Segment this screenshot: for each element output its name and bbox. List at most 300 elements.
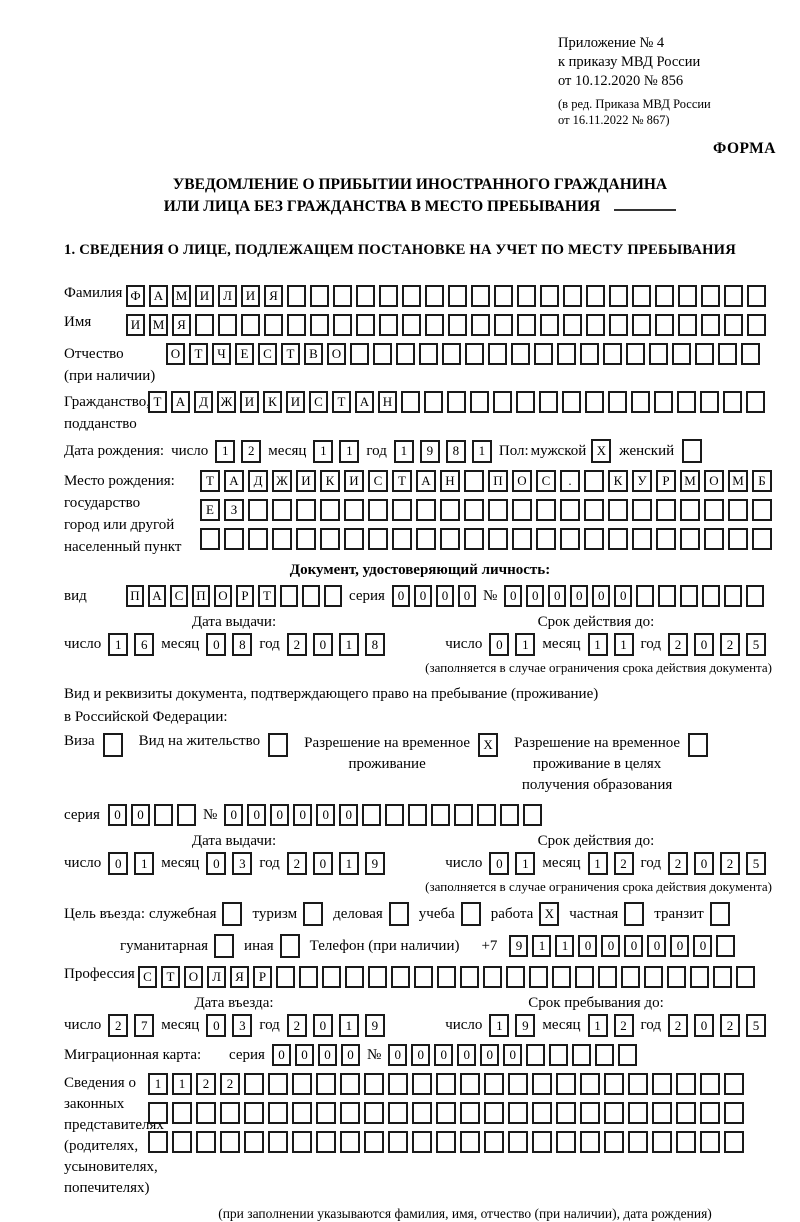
char-cell[interactable]: [447, 391, 466, 413]
char-cell[interactable]: 0: [392, 585, 410, 607]
char-cell[interactable]: [460, 1131, 480, 1153]
char-cell[interactable]: [631, 391, 650, 413]
char-cell[interactable]: [536, 528, 556, 550]
char-cell[interactable]: 0: [318, 1044, 337, 1066]
char-cell[interactable]: [500, 804, 519, 826]
char-cell[interactable]: [609, 285, 628, 307]
char-cell[interactable]: [388, 1131, 408, 1153]
char-cell[interactable]: 0: [316, 804, 335, 826]
char-cell[interactable]: [488, 343, 507, 365]
char-cell[interactable]: 1: [148, 1073, 168, 1095]
char-cell[interactable]: [412, 1073, 432, 1095]
checkbox-cell[interactable]: X: [539, 902, 559, 926]
char-cell[interactable]: М: [149, 314, 168, 336]
char-cell[interactable]: [672, 343, 691, 365]
char-cell[interactable]: [608, 528, 628, 550]
char-cell[interactable]: М: [680, 470, 700, 492]
char-cell[interactable]: [677, 391, 696, 413]
char-cell[interactable]: [419, 343, 438, 365]
char-cell[interactable]: Р: [253, 966, 272, 988]
char-cell[interactable]: [724, 285, 743, 307]
char-cell[interactable]: 1: [215, 440, 235, 463]
checkbox-cell[interactable]: [280, 934, 300, 958]
char-cell[interactable]: [448, 314, 467, 336]
char-cell[interactable]: Л: [207, 966, 226, 988]
char-cell[interactable]: [652, 1102, 672, 1124]
char-cell[interactable]: 2: [720, 852, 740, 875]
checkbox-cell[interactable]: [268, 733, 288, 757]
char-cell[interactable]: Л: [218, 285, 237, 307]
char-cell[interactable]: [658, 585, 676, 607]
char-cell[interactable]: С: [170, 585, 188, 607]
char-cell[interactable]: Ч: [212, 343, 231, 365]
char-cell[interactable]: 2: [668, 633, 688, 656]
char-cell[interactable]: [552, 966, 571, 988]
checkbox-cell[interactable]: [710, 902, 730, 926]
char-cell[interactable]: [195, 314, 214, 336]
char-cell[interactable]: 0: [206, 852, 226, 875]
char-cell[interactable]: 0: [457, 1044, 476, 1066]
char-cell[interactable]: 0: [548, 585, 566, 607]
char-cell[interactable]: С: [368, 470, 388, 492]
char-cell[interactable]: 0: [108, 852, 128, 875]
char-cell[interactable]: [586, 314, 605, 336]
char-cell[interactable]: [549, 1044, 568, 1066]
char-cell[interactable]: 0: [388, 1044, 407, 1066]
char-cell[interactable]: Ж: [272, 470, 292, 492]
char-cell[interactable]: Е: [200, 499, 220, 521]
char-cell[interactable]: 1: [339, 633, 359, 656]
char-cell[interactable]: [333, 285, 352, 307]
char-cell[interactable]: 2: [108, 1014, 128, 1037]
char-cell[interactable]: 1: [515, 852, 535, 875]
char-cell[interactable]: С: [309, 391, 328, 413]
char-cell[interactable]: [560, 528, 580, 550]
char-cell[interactable]: [364, 1102, 384, 1124]
char-cell[interactable]: А: [224, 470, 244, 492]
char-cell[interactable]: 2: [220, 1073, 240, 1095]
char-cell[interactable]: [196, 1131, 216, 1153]
char-cell[interactable]: 1: [394, 440, 414, 463]
char-cell[interactable]: 0: [436, 585, 454, 607]
char-cell[interactable]: 8: [446, 440, 466, 463]
char-cell[interactable]: П: [488, 470, 508, 492]
char-cell[interactable]: [392, 528, 412, 550]
checkbox-cell[interactable]: [103, 733, 123, 757]
char-cell[interactable]: 1: [515, 633, 535, 656]
char-cell[interactable]: 0: [526, 585, 544, 607]
char-cell[interactable]: [656, 528, 676, 550]
char-cell[interactable]: 0: [131, 804, 150, 826]
char-cell[interactable]: 2: [287, 633, 307, 656]
char-cell[interactable]: О: [512, 470, 532, 492]
char-cell[interactable]: 1: [588, 1014, 608, 1037]
char-cell[interactable]: [704, 528, 724, 550]
char-cell[interactable]: О: [327, 343, 346, 365]
char-cell[interactable]: [322, 966, 341, 988]
char-cell[interactable]: [516, 391, 535, 413]
char-cell[interactable]: [292, 1131, 312, 1153]
char-cell[interactable]: [716, 935, 735, 957]
char-cell[interactable]: [649, 343, 668, 365]
char-cell[interactable]: [523, 804, 542, 826]
char-cell[interactable]: [512, 499, 532, 521]
char-cell[interactable]: 0: [693, 935, 712, 957]
char-cell[interactable]: [320, 499, 340, 521]
char-cell[interactable]: [656, 499, 676, 521]
char-cell[interactable]: 1: [532, 935, 551, 957]
char-cell[interactable]: [172, 1102, 192, 1124]
char-cell[interactable]: [585, 391, 604, 413]
char-cell[interactable]: [539, 391, 558, 413]
char-cell[interactable]: 5: [746, 1014, 766, 1037]
char-cell[interactable]: [364, 1131, 384, 1153]
char-cell[interactable]: 8: [365, 633, 385, 656]
char-cell[interactable]: [292, 1102, 312, 1124]
char-cell[interactable]: [652, 1131, 672, 1153]
char-cell[interactable]: [454, 804, 473, 826]
char-cell[interactable]: [364, 1073, 384, 1095]
char-cell[interactable]: [324, 585, 342, 607]
char-cell[interactable]: [604, 1102, 624, 1124]
char-cell[interactable]: [704, 499, 724, 521]
char-cell[interactable]: [388, 1102, 408, 1124]
char-cell[interactable]: [632, 499, 652, 521]
char-cell[interactable]: Т: [148, 391, 167, 413]
char-cell[interactable]: [580, 1102, 600, 1124]
char-cell[interactable]: [276, 966, 295, 988]
char-cell[interactable]: [465, 343, 484, 365]
char-cell[interactable]: [350, 343, 369, 365]
char-cell[interactable]: 5: [746, 852, 766, 875]
char-cell[interactable]: [556, 1102, 576, 1124]
char-cell[interactable]: [654, 391, 673, 413]
char-cell[interactable]: [388, 1073, 408, 1095]
char-cell[interactable]: К: [608, 470, 628, 492]
char-cell[interactable]: [701, 285, 720, 307]
char-cell[interactable]: [471, 285, 490, 307]
char-cell[interactable]: [292, 1073, 312, 1095]
char-cell[interactable]: [700, 1102, 720, 1124]
char-cell[interactable]: 0: [270, 804, 289, 826]
char-cell[interactable]: О: [166, 343, 185, 365]
char-cell[interactable]: [148, 1131, 168, 1153]
char-cell[interactable]: 0: [614, 585, 632, 607]
char-cell[interactable]: А: [416, 470, 436, 492]
char-cell[interactable]: [494, 314, 513, 336]
char-cell[interactable]: 0: [624, 935, 643, 957]
char-cell[interactable]: [402, 285, 421, 307]
char-cell[interactable]: 6: [134, 633, 154, 656]
char-cell[interactable]: [536, 499, 556, 521]
char-cell[interactable]: [385, 804, 404, 826]
char-cell[interactable]: 2: [614, 852, 634, 875]
char-cell[interactable]: [437, 966, 456, 988]
char-cell[interactable]: [310, 285, 329, 307]
char-cell[interactable]: [680, 499, 700, 521]
char-cell[interactable]: [628, 1073, 648, 1095]
char-cell[interactable]: [626, 343, 645, 365]
char-cell[interactable]: [741, 343, 760, 365]
char-cell[interactable]: [172, 1131, 192, 1153]
char-cell[interactable]: [484, 1131, 504, 1153]
char-cell[interactable]: [320, 528, 340, 550]
char-cell[interactable]: И: [126, 314, 145, 336]
char-cell[interactable]: А: [355, 391, 374, 413]
char-cell[interactable]: [540, 285, 559, 307]
char-cell[interactable]: [154, 804, 173, 826]
char-cell[interactable]: 0: [272, 1044, 291, 1066]
char-cell[interactable]: [268, 1073, 288, 1095]
char-cell[interactable]: 2: [196, 1073, 216, 1095]
char-cell[interactable]: 8: [232, 633, 252, 656]
char-cell[interactable]: [655, 285, 674, 307]
checkbox-cell[interactable]: [688, 733, 708, 757]
char-cell[interactable]: 2: [668, 1014, 688, 1037]
char-cell[interactable]: 7: [134, 1014, 154, 1037]
char-cell[interactable]: Я: [172, 314, 191, 336]
char-cell[interactable]: 1: [339, 852, 359, 875]
char-cell[interactable]: [752, 528, 772, 550]
char-cell[interactable]: А: [148, 585, 166, 607]
char-cell[interactable]: П: [126, 585, 144, 607]
char-cell[interactable]: [402, 314, 421, 336]
char-cell[interactable]: [470, 391, 489, 413]
char-cell[interactable]: [425, 285, 444, 307]
char-cell[interactable]: [362, 804, 381, 826]
char-cell[interactable]: [724, 1131, 744, 1153]
char-cell[interactable]: [700, 391, 719, 413]
char-cell[interactable]: .: [560, 470, 580, 492]
char-cell[interactable]: [333, 314, 352, 336]
char-cell[interactable]: [724, 585, 742, 607]
char-cell[interactable]: М: [728, 470, 748, 492]
char-cell[interactable]: 2: [241, 440, 261, 463]
char-cell[interactable]: 0: [313, 852, 333, 875]
char-cell[interactable]: [368, 966, 387, 988]
char-cell[interactable]: 3: [232, 1014, 252, 1037]
char-cell[interactable]: 0: [570, 585, 588, 607]
char-cell[interactable]: 3: [232, 852, 252, 875]
char-cell[interactable]: [540, 314, 559, 336]
char-cell[interactable]: О: [704, 470, 724, 492]
char-cell[interactable]: 0: [108, 804, 127, 826]
char-cell[interactable]: [702, 585, 720, 607]
char-cell[interactable]: [556, 1131, 576, 1153]
char-cell[interactable]: З: [224, 499, 244, 521]
char-cell[interactable]: [508, 1073, 528, 1095]
char-cell[interactable]: 0: [578, 935, 597, 957]
char-cell[interactable]: [584, 528, 604, 550]
char-cell[interactable]: [296, 499, 316, 521]
char-cell[interactable]: [506, 966, 525, 988]
char-cell[interactable]: [218, 314, 237, 336]
char-cell[interactable]: [667, 966, 686, 988]
char-cell[interactable]: 1: [588, 852, 608, 875]
char-cell[interactable]: [580, 1073, 600, 1095]
char-cell[interactable]: [483, 966, 502, 988]
char-cell[interactable]: [736, 966, 755, 988]
char-cell[interactable]: [442, 343, 461, 365]
char-cell[interactable]: С: [138, 966, 157, 988]
char-cell[interactable]: [316, 1131, 336, 1153]
char-cell[interactable]: [644, 966, 663, 988]
char-cell[interactable]: [603, 343, 622, 365]
char-cell[interactable]: [316, 1073, 336, 1095]
char-cell[interactable]: [746, 391, 765, 413]
char-cell[interactable]: [598, 966, 617, 988]
char-cell[interactable]: [511, 343, 530, 365]
char-cell[interactable]: [373, 343, 392, 365]
checkbox-cell[interactable]: [214, 934, 234, 958]
char-cell[interactable]: [652, 1073, 672, 1095]
char-cell[interactable]: [244, 1102, 264, 1124]
char-cell[interactable]: [728, 528, 748, 550]
char-cell[interactable]: Т: [392, 470, 412, 492]
char-cell[interactable]: Т: [189, 343, 208, 365]
char-cell[interactable]: [724, 314, 743, 336]
char-cell[interactable]: Т: [332, 391, 351, 413]
char-cell[interactable]: [368, 499, 388, 521]
char-cell[interactable]: [460, 1073, 480, 1095]
char-cell[interactable]: С: [536, 470, 556, 492]
char-cell[interactable]: [723, 391, 742, 413]
char-cell[interactable]: [746, 585, 764, 607]
char-cell[interactable]: 0: [414, 585, 432, 607]
char-cell[interactable]: [628, 1102, 648, 1124]
char-cell[interactable]: 0: [313, 633, 333, 656]
char-cell[interactable]: [412, 1131, 432, 1153]
char-cell[interactable]: С: [258, 343, 277, 365]
char-cell[interactable]: 1: [172, 1073, 192, 1095]
char-cell[interactable]: [676, 1102, 696, 1124]
char-cell[interactable]: 0: [647, 935, 666, 957]
char-cell[interactable]: [676, 1131, 696, 1153]
checkbox-cell[interactable]: [682, 439, 702, 463]
char-cell[interactable]: [302, 585, 320, 607]
char-cell[interactable]: [272, 499, 292, 521]
char-cell[interactable]: [695, 343, 714, 365]
char-cell[interactable]: Д: [248, 470, 268, 492]
char-cell[interactable]: [563, 314, 582, 336]
char-cell[interactable]: [460, 1102, 480, 1124]
char-cell[interactable]: [391, 966, 410, 988]
char-cell[interactable]: [618, 1044, 637, 1066]
char-cell[interactable]: А: [171, 391, 190, 413]
char-cell[interactable]: 0: [224, 804, 243, 826]
char-cell[interactable]: [200, 528, 220, 550]
char-cell[interactable]: Т: [161, 966, 180, 988]
char-cell[interactable]: [316, 1102, 336, 1124]
char-cell[interactable]: [436, 1131, 456, 1153]
char-cell[interactable]: [416, 528, 436, 550]
char-cell[interactable]: О: [184, 966, 203, 988]
char-cell[interactable]: Е: [235, 343, 254, 365]
char-cell[interactable]: [244, 1073, 264, 1095]
char-cell[interactable]: [752, 499, 772, 521]
char-cell[interactable]: [636, 585, 654, 607]
char-cell[interactable]: [424, 391, 443, 413]
char-cell[interactable]: [416, 499, 436, 521]
char-cell[interactable]: Н: [378, 391, 397, 413]
char-cell[interactable]: 9: [365, 1014, 385, 1037]
char-cell[interactable]: [718, 343, 737, 365]
checkbox-cell[interactable]: [303, 902, 323, 926]
char-cell[interactable]: [584, 499, 604, 521]
char-cell[interactable]: [517, 314, 536, 336]
char-cell[interactable]: 5: [746, 633, 766, 656]
char-cell[interactable]: [484, 1102, 504, 1124]
char-cell[interactable]: [464, 499, 484, 521]
char-cell[interactable]: [340, 1102, 360, 1124]
char-cell[interactable]: [392, 499, 412, 521]
char-cell[interactable]: И: [296, 470, 316, 492]
char-cell[interactable]: 0: [295, 1044, 314, 1066]
char-cell[interactable]: 1: [555, 935, 574, 957]
char-cell[interactable]: [584, 470, 604, 492]
char-cell[interactable]: [287, 314, 306, 336]
char-cell[interactable]: [608, 391, 627, 413]
char-cell[interactable]: [248, 528, 268, 550]
char-cell[interactable]: П: [192, 585, 210, 607]
char-cell[interactable]: [488, 528, 508, 550]
checkbox-cell[interactable]: X: [591, 439, 611, 463]
char-cell[interactable]: 2: [720, 1014, 740, 1037]
char-cell[interactable]: [563, 285, 582, 307]
char-cell[interactable]: 0: [341, 1044, 360, 1066]
char-cell[interactable]: 0: [489, 852, 509, 875]
char-cell[interactable]: [356, 285, 375, 307]
char-cell[interactable]: 9: [420, 440, 440, 463]
char-cell[interactable]: [379, 314, 398, 336]
char-cell[interactable]: 1: [472, 440, 492, 463]
char-cell[interactable]: [508, 1102, 528, 1124]
char-cell[interactable]: [220, 1131, 240, 1153]
char-cell[interactable]: [575, 966, 594, 988]
char-cell[interactable]: [586, 285, 605, 307]
char-cell[interactable]: О: [214, 585, 232, 607]
char-cell[interactable]: [224, 528, 244, 550]
char-cell[interactable]: [414, 966, 433, 988]
char-cell[interactable]: [562, 391, 581, 413]
char-cell[interactable]: [526, 1044, 545, 1066]
char-cell[interactable]: 0: [504, 585, 522, 607]
char-cell[interactable]: [632, 285, 651, 307]
char-cell[interactable]: И: [241, 285, 260, 307]
char-cell[interactable]: [532, 1073, 552, 1095]
char-cell[interactable]: [464, 470, 484, 492]
char-cell[interactable]: 0: [503, 1044, 522, 1066]
char-cell[interactable]: Д: [194, 391, 213, 413]
char-cell[interactable]: [608, 499, 628, 521]
char-cell[interactable]: [241, 314, 260, 336]
char-cell[interactable]: [595, 1044, 614, 1066]
char-cell[interactable]: [464, 528, 484, 550]
char-cell[interactable]: [628, 1131, 648, 1153]
char-cell[interactable]: 0: [206, 633, 226, 656]
char-cell[interactable]: [728, 499, 748, 521]
char-cell[interactable]: 0: [339, 804, 358, 826]
char-cell[interactable]: [368, 528, 388, 550]
char-cell[interactable]: 0: [694, 633, 714, 656]
char-cell[interactable]: [264, 314, 283, 336]
char-cell[interactable]: И: [195, 285, 214, 307]
char-cell[interactable]: 0: [458, 585, 476, 607]
char-cell[interactable]: 0: [411, 1044, 430, 1066]
char-cell[interactable]: [196, 1102, 216, 1124]
char-cell[interactable]: К: [263, 391, 282, 413]
char-cell[interactable]: [310, 314, 329, 336]
